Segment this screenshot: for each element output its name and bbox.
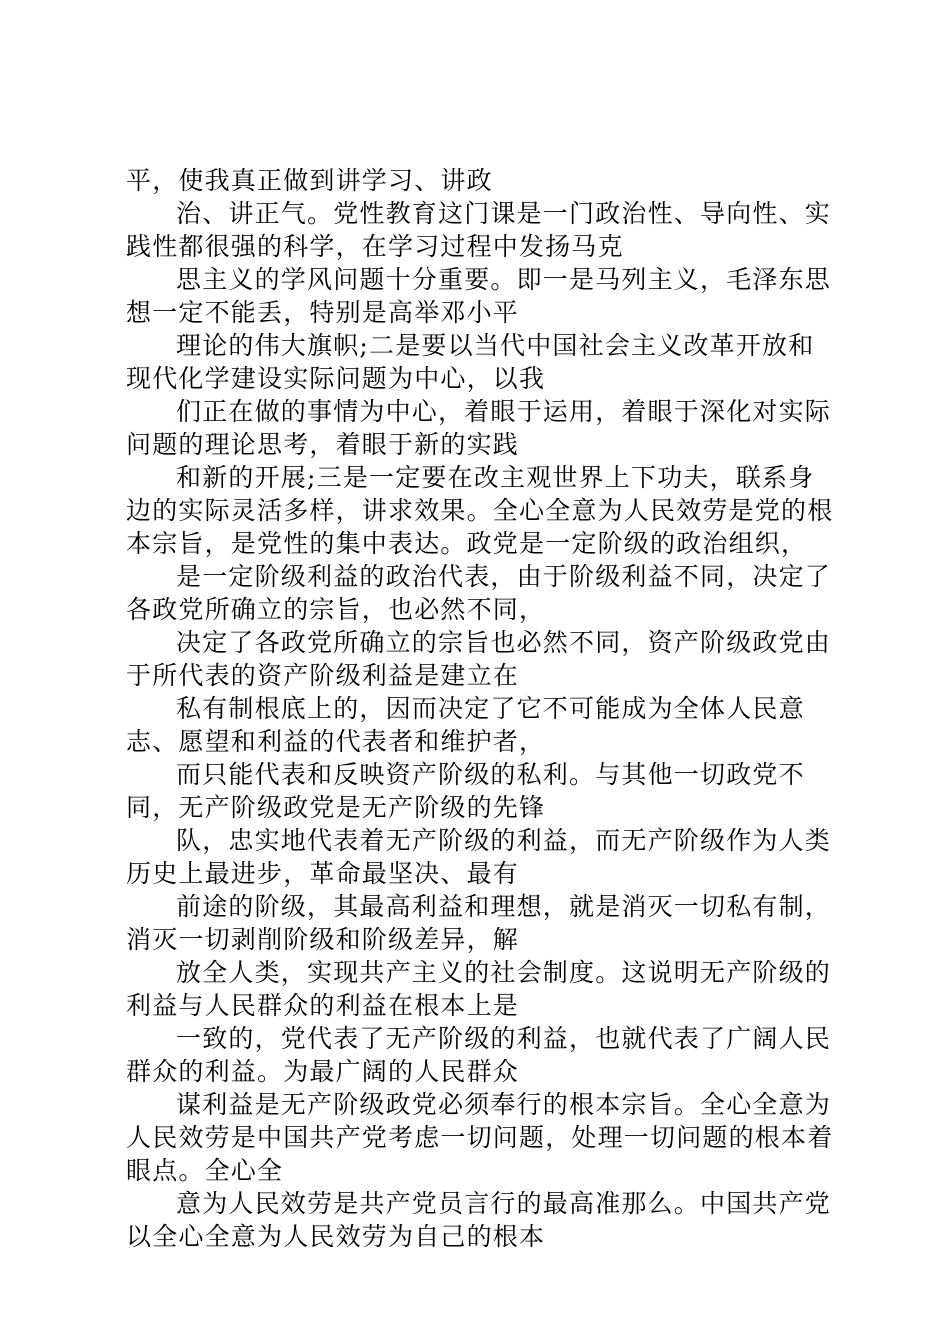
paragraph: 一致的，党代表了无产阶级的利益，也就代表了广阔人民群众的利益。为最广阔的人民群众 xyxy=(126,1024,832,1086)
paragraph: 前途的阶级，其最高利益和理想，就是消灭一切私有制，消灭一切剥削阶级和阶级差异，解 xyxy=(126,892,832,954)
paragraph: 和新的开展;三是一定要在改主观世界上下功夫，联系身边的实际灵活多样，讲求效果。全心全意为人民效劳是党的根本宗旨，是党性的集中表达。政党是一定阶级的政治组织， xyxy=(126,463,834,558)
paragraph: 是一定阶级利益的政治代表，由于阶级利益不同，决定了各政党所确立的宗旨，也必然不同， xyxy=(126,562,832,624)
paragraph: 私有制根底上的，因而决定了它不可能成为全体人民意志、愿望和利益的代表者和维护者， xyxy=(126,694,805,756)
paragraph: 理论的伟大旗帜;二是要以当代中国社会主义改革开放和现代化学建设实际问题为中心，以我 xyxy=(126,331,815,393)
paragraph: 而只能代表和反映资产阶级的私利。与其他一切政党不同，无产阶级政党是无产阶级的先锋 xyxy=(126,760,805,822)
paragraph: 思主义的学风问题十分重要。即一是马列主义，毛泽东思想一定不能丢，特别是高举邓小平 xyxy=(126,265,832,327)
paragraph: 谋利益是无产阶级政党必须奉行的根本宗旨。全心全意为人民效劳是中国共产党考虑一切问题，处理一切问题的根本着眼点。全心全 xyxy=(126,1090,834,1185)
document-body xyxy=(126,164,834,1253)
paragraph: 们正在做的事情为中心，着眼于运用，着眼于深化对实际问题的理论思考，着眼于新的实践 xyxy=(126,397,832,459)
paragraph: 决定了各政党所确立的宗旨也必然不同，资产阶级政党由于所代表的资产阶级利益是建立在 xyxy=(126,628,832,690)
paragraph: 治、讲正气。党性教育这门课是一门政治性、导向性、实践性都很强的科学，在学习过程中发扬马克 xyxy=(126,199,832,261)
paragraph: 平，使我真正做到讲学习、讲政 xyxy=(126,166,493,195)
paragraph: 意为人民效劳是共产党员言行的最高准那么。中国共产党以全心全意为人民效劳为自己的根本 xyxy=(126,1189,832,1251)
paragraph: 队，忠实地代表着无产阶级的利益，而无产阶级作为人类历史上最进步，革命最坚决、最有 xyxy=(126,826,832,888)
paragraph: 放全人类，实现共产主义的社会制度。这说明无产阶级的利益与人民群众的利益在根本上是 xyxy=(126,958,832,1020)
